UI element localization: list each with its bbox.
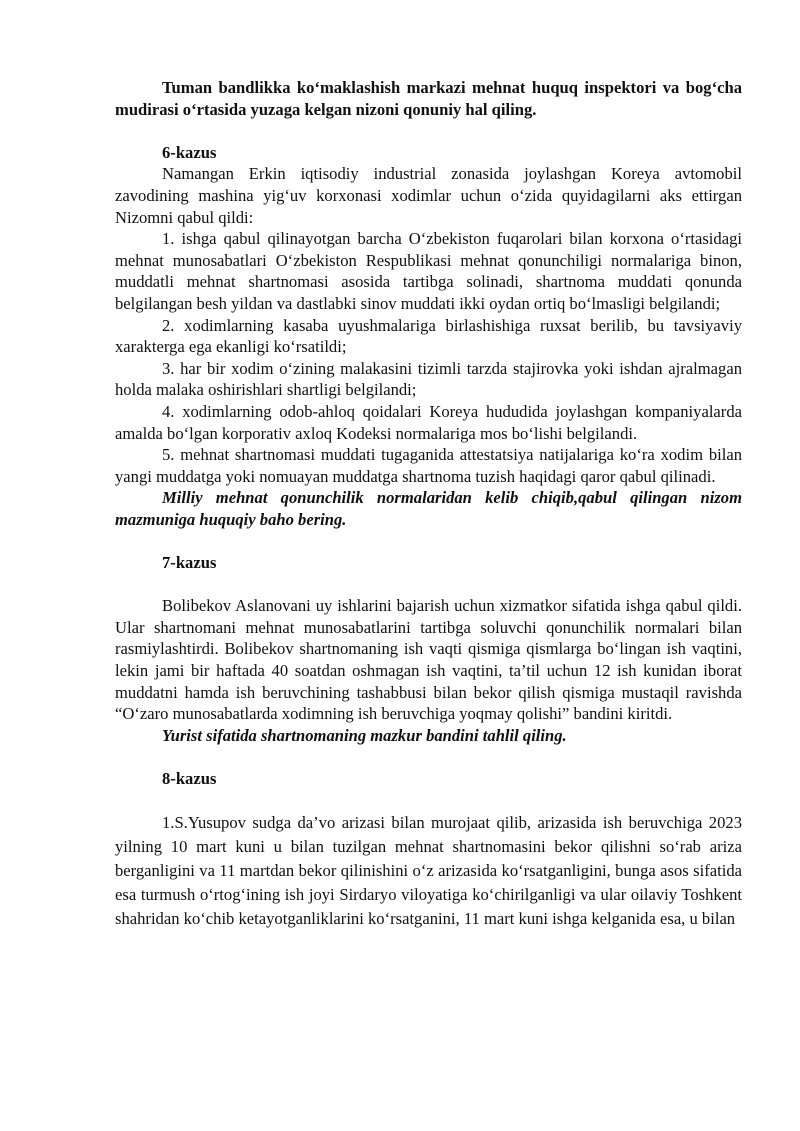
case6-item-2: 2. xodimlarning kasaba uyushmalariga birlashishiga ruxsat berilib, bu tavsiyaviy xarakterga ega ekanligi ko‘rsatildi; [115, 315, 742, 357]
case7-task: Yurist sifatida shartnomaning mazkur bandini tahlil qiling. [162, 725, 567, 745]
intro-task: Tuman bandlikka ko‘maklashish markazi mehnat huquq inspektori va bog‘cha mudirasi o‘rtasida yuzaga kelgan nizoni qonuniy hal qiling. [115, 78, 742, 119]
case6-task: Milliy mehnat qonunchilik normalaridan kelib chiqib,qabul qilingan nizom mazmuniga huquqiy baho bering. [115, 488, 742, 529]
spacer [115, 746, 742, 768]
case8-title: 8-kazus [162, 769, 217, 788]
spacer [115, 530, 742, 552]
case6-title: 6-kazus [162, 142, 217, 162]
case6-item-5: 5. mehnat shartnomasi muddati tugaganida attestatsiya natijalariga ko‘ra xodim bilan yangi muddatga yoki nomuayan muddatga shartnoma tuzish haqidagi qaror qabul qilinadi. [115, 445, 742, 486]
case8-body [115, 811, 742, 931]
spacer [115, 790, 742, 812]
case6-intro: Namangan Erkin iqtisodiy industrial zonasida joylashgan Koreya avtomobil zavodining mashina yig‘uv korxonasi xodimlar uchun o‘zida quyidagilarni aks ettirgan Nizomni qabul qildi: [115, 164, 742, 227]
spacer [115, 574, 742, 596]
spacer [115, 120, 742, 142]
case7-text: Bolibekov Aslanovani uy ishlarini bajarish uchun xizmatkor sifatida ishga qabul qildi. Ular shartnomani mehnat munosabatlarini tartibga soluvchi qonunchilik normalari bilan rasmiylashtirdi. Bolibekov shartnomaning ish vaqti qismiga qismlarga bo‘lingan ish vaqtini, lekin jami bir haftada 40 soatdan oshmagan ish vaqtini, ta’til uchun 12 ish kunidan iborat muddatni hamda ish beruvchining tashabbusi bilan bekor qilish qismiga mustaqil ravishda “O‘zaro munosabatlarda xodimning ish beruvchiga yoqmay qolishi” bandini kiritdi. [115, 596, 742, 724]
case7-title: 7-kazus [162, 553, 217, 573]
case6-item-1: 1. ishga qabul qilinayotgan barcha O‘zbekiston fuqarolari bilan korxona o‘rtasidagi mehnat munosabatlari O‘zbekiston Respublikasi mehnat qonunchiligi normalariga binon, muddatli mehnat shartnomasi asosida tartibga solinadi, shartnoma muddati qonunda belgilangan besh yildan va dastlabki sinov muddati ikki oydan ortiq bo‘lmasligi belgilandi; [115, 229, 742, 313]
document-page [115, 77, 742, 931]
case6-item-4: 4. xodimlarning odob-ahloq qoidalari Koreya hududida joylashgan kompaniyalarda amalda bo‘lgan korporativ axloq Kodeksi normalariga mos bo‘lishi belgilandi. [115, 401, 742, 443]
case6-item-3: 3. har bir xodim o‘zining malakasini tizimli tarzda stajirovka yoki ishdan ajralmagan holda malaka oshirishlari shartligi belgilandi; [115, 358, 742, 400]
case8-text: 1.S.Yusupov sudga da’vo arizasi bilan murojaat qilib, arizasida ish beruvchiga 2023 yilning 10 mart kuni u bilan tuzilgan mehnat shartnomasini bekor qilishni so‘rab ariza berganligini va 11 martdan bekor qilinishini o‘z arizasida ko‘rsatganligini, bunga asos sifatida esa turmush o‘rtog‘ining ish joyi Sirdaryo viloyatiga ko‘chirilganligi va ular oilaviy Toshkent shahridan ko‘chib ketayotganliklarini ko‘rsatganini, 11 mart kuni ishga kelganida esa, u bilan [115, 813, 742, 928]
